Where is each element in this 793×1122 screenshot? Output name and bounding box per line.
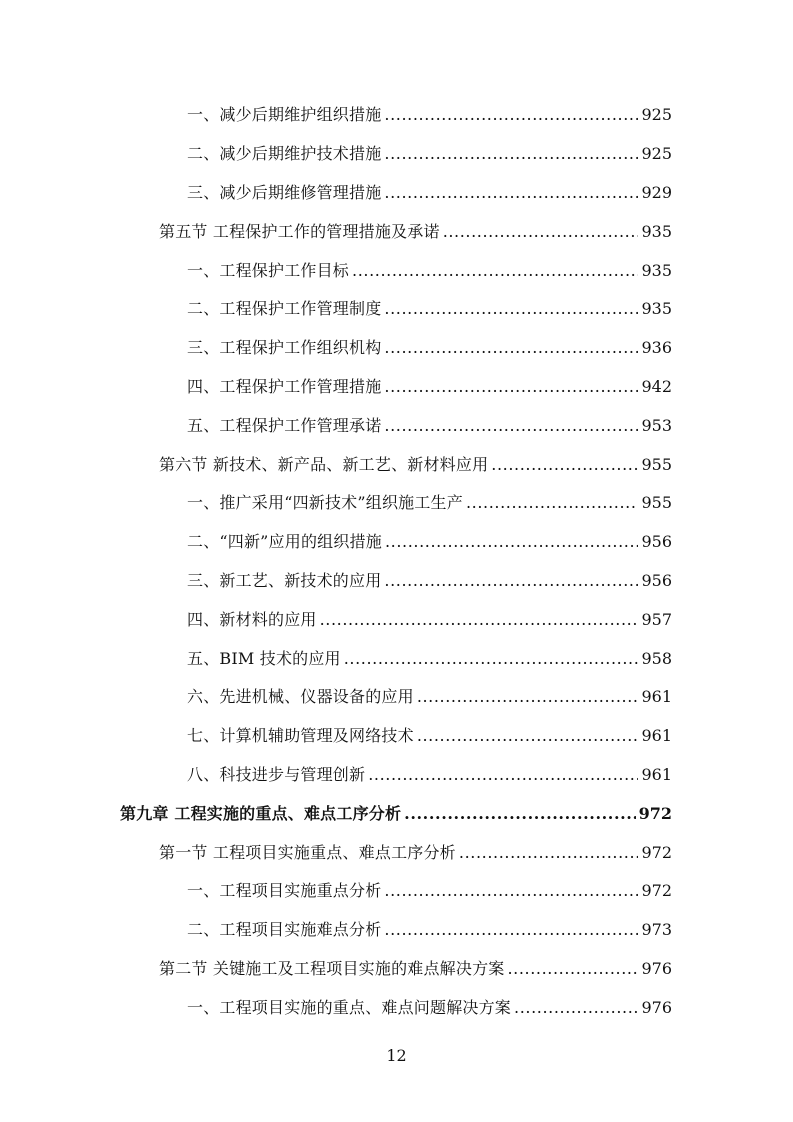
toc-entry-label: 第九章 工程实施的重点、难点工序分析 xyxy=(120,803,402,823)
toc-entry-label: 一、推广采用“四新技术”组织施工生产 xyxy=(187,493,463,513)
toc-entry[interactable] xyxy=(0,600,793,639)
toc-entry-label: 一、工程项目实施的重点、难点问题解决方案 xyxy=(187,997,512,1017)
toc-entry-page: 936 xyxy=(641,338,672,358)
toc-entry-label: 二、“四新”应用的组织措施 xyxy=(187,532,382,552)
toc-section-entry[interactable] xyxy=(0,445,793,484)
toc-entry-page: 925 xyxy=(641,144,672,164)
toc-section-entry[interactable] xyxy=(0,212,793,251)
toc-section-entry[interactable] xyxy=(0,950,793,989)
toc-dot-leader xyxy=(384,377,638,397)
toc-entry[interactable] xyxy=(0,678,793,717)
toc-entry-label: 七、计算机辅助管理及网络技术 xyxy=(187,726,414,746)
toc-entry[interactable] xyxy=(0,523,793,562)
toc-entry-label: 一、工程项目实施重点分析 xyxy=(187,881,382,901)
toc-entry-label: 八、科技进步与管理创新 xyxy=(187,764,366,784)
toc-entry-page: 961 xyxy=(641,764,672,784)
toc-entry[interactable] xyxy=(0,368,793,407)
toc-entry[interactable] xyxy=(0,988,793,1027)
toc-dot-leader xyxy=(384,920,638,940)
toc-entry-label: 六、先进机械、仪器设备的应用 xyxy=(187,687,414,707)
toc-dot-leader xyxy=(384,144,638,164)
toc-entry-page: 956 xyxy=(641,570,672,590)
toc-entry[interactable] xyxy=(0,174,793,213)
toc-dot-leader xyxy=(385,532,638,552)
toc-entry[interactable] xyxy=(0,290,793,329)
toc-entry-page: 972 xyxy=(641,842,672,862)
toc-dot-leader xyxy=(384,881,638,901)
toc-entry[interactable] xyxy=(0,911,793,950)
toc-entry-page: 976 xyxy=(641,958,672,978)
toc-entry-page: 935 xyxy=(641,221,672,241)
toc-entry[interactable] xyxy=(0,756,793,795)
toc-entry-label: 二、工程保护工作管理制度 xyxy=(187,299,382,319)
toc-dot-leader xyxy=(384,183,638,203)
toc-entry-label: 第一节 工程项目实施重点、难点工序分析 xyxy=(159,842,456,862)
toc-entry-label: 四、工程保护工作管理措施 xyxy=(187,376,382,396)
toc-entry-label: 二、工程项目实施难点分析 xyxy=(187,920,382,940)
toc-entry-page: 957 xyxy=(641,609,672,629)
toc-entry-page: 976 xyxy=(641,997,672,1017)
toc-dot-leader xyxy=(466,493,638,513)
toc-entry-label: 第二节 关键施工及工程项目实施的难点解决方案 xyxy=(159,958,505,978)
toc-entry-page: 956 xyxy=(641,532,672,552)
toc-dot-leader xyxy=(417,726,639,746)
toc-dot-leader xyxy=(368,765,638,785)
toc-entry-label: 五、工程保护工作管理承诺 xyxy=(187,415,382,435)
toc-chapter-entry[interactable] xyxy=(0,794,793,833)
toc-entry-label: 一、工程保护工作目标 xyxy=(187,260,350,280)
toc-dot-leader xyxy=(352,261,638,281)
toc-dot-leader xyxy=(491,455,638,475)
table-of-contents xyxy=(0,96,793,1027)
toc-dot-leader xyxy=(459,843,639,863)
toc-entry-page: 942 xyxy=(641,376,672,396)
toc-entry[interactable] xyxy=(0,484,793,523)
toc-entry-label: 三、新工艺、新技术的应用 xyxy=(187,570,382,590)
toc-entry-page: 972 xyxy=(641,881,672,901)
toc-entry-page: 955 xyxy=(641,454,672,474)
toc-entry-page: 929 xyxy=(641,182,672,202)
toc-entry-page: 953 xyxy=(641,415,672,435)
toc-entry-label: 三、减少后期维修管理措施 xyxy=(187,182,382,202)
toc-entry[interactable] xyxy=(0,717,793,756)
toc-entry[interactable] xyxy=(0,639,793,678)
toc-dot-leader xyxy=(344,649,639,669)
toc-entry-page: 961 xyxy=(641,726,672,746)
toc-dot-leader xyxy=(514,998,638,1018)
toc-dot-leader xyxy=(384,299,638,319)
toc-entry-page: 961 xyxy=(641,687,672,707)
page-number: 12 xyxy=(386,1046,407,1065)
toc-entry[interactable] xyxy=(0,329,793,368)
toc-entry-label: 一、减少后期维护组织措施 xyxy=(187,105,382,125)
toc-dot-leader xyxy=(384,416,638,436)
toc-dot-leader xyxy=(320,610,639,630)
toc-entry-page: 973 xyxy=(641,920,672,940)
toc-entry[interactable] xyxy=(0,96,793,135)
toc-entry-page: 935 xyxy=(641,299,672,319)
toc-entry-label: 五、BIM 技术的应用 xyxy=(187,648,341,668)
toc-entry-page: 955 xyxy=(641,493,672,513)
toc-entry-label: 四、新材料的应用 xyxy=(187,609,317,629)
toc-entry[interactable] xyxy=(0,872,793,911)
toc-dot-leader xyxy=(384,105,638,125)
toc-entry[interactable] xyxy=(0,251,793,290)
toc-entry[interactable] xyxy=(0,406,793,445)
toc-dot-leader xyxy=(417,687,639,707)
toc-entry-page: 925 xyxy=(641,105,672,125)
toc-entry-page: 958 xyxy=(641,648,672,668)
toc-entry-label: 三、工程保护工作组织机构 xyxy=(187,338,382,358)
toc-entry[interactable] xyxy=(0,562,793,601)
toc-dot-leader xyxy=(443,222,639,242)
toc-entry-page: 972 xyxy=(638,803,672,823)
toc-dot-leader xyxy=(508,959,639,979)
toc-section-entry[interactable] xyxy=(0,833,793,872)
toc-entry-page: 935 xyxy=(641,260,672,280)
toc-dot-leader xyxy=(384,571,638,591)
toc-entry-label: 二、减少后期维护技术措施 xyxy=(187,144,382,164)
toc-entry-label: 第五节 工程保护工作的管理措施及承诺 xyxy=(159,221,440,241)
toc-entry[interactable] xyxy=(0,135,793,174)
toc-dot-leader xyxy=(404,804,635,824)
toc-dot-leader xyxy=(384,338,638,358)
toc-entry-label: 第六节 新技术、新产品、新工艺、新材料应用 xyxy=(159,454,489,474)
